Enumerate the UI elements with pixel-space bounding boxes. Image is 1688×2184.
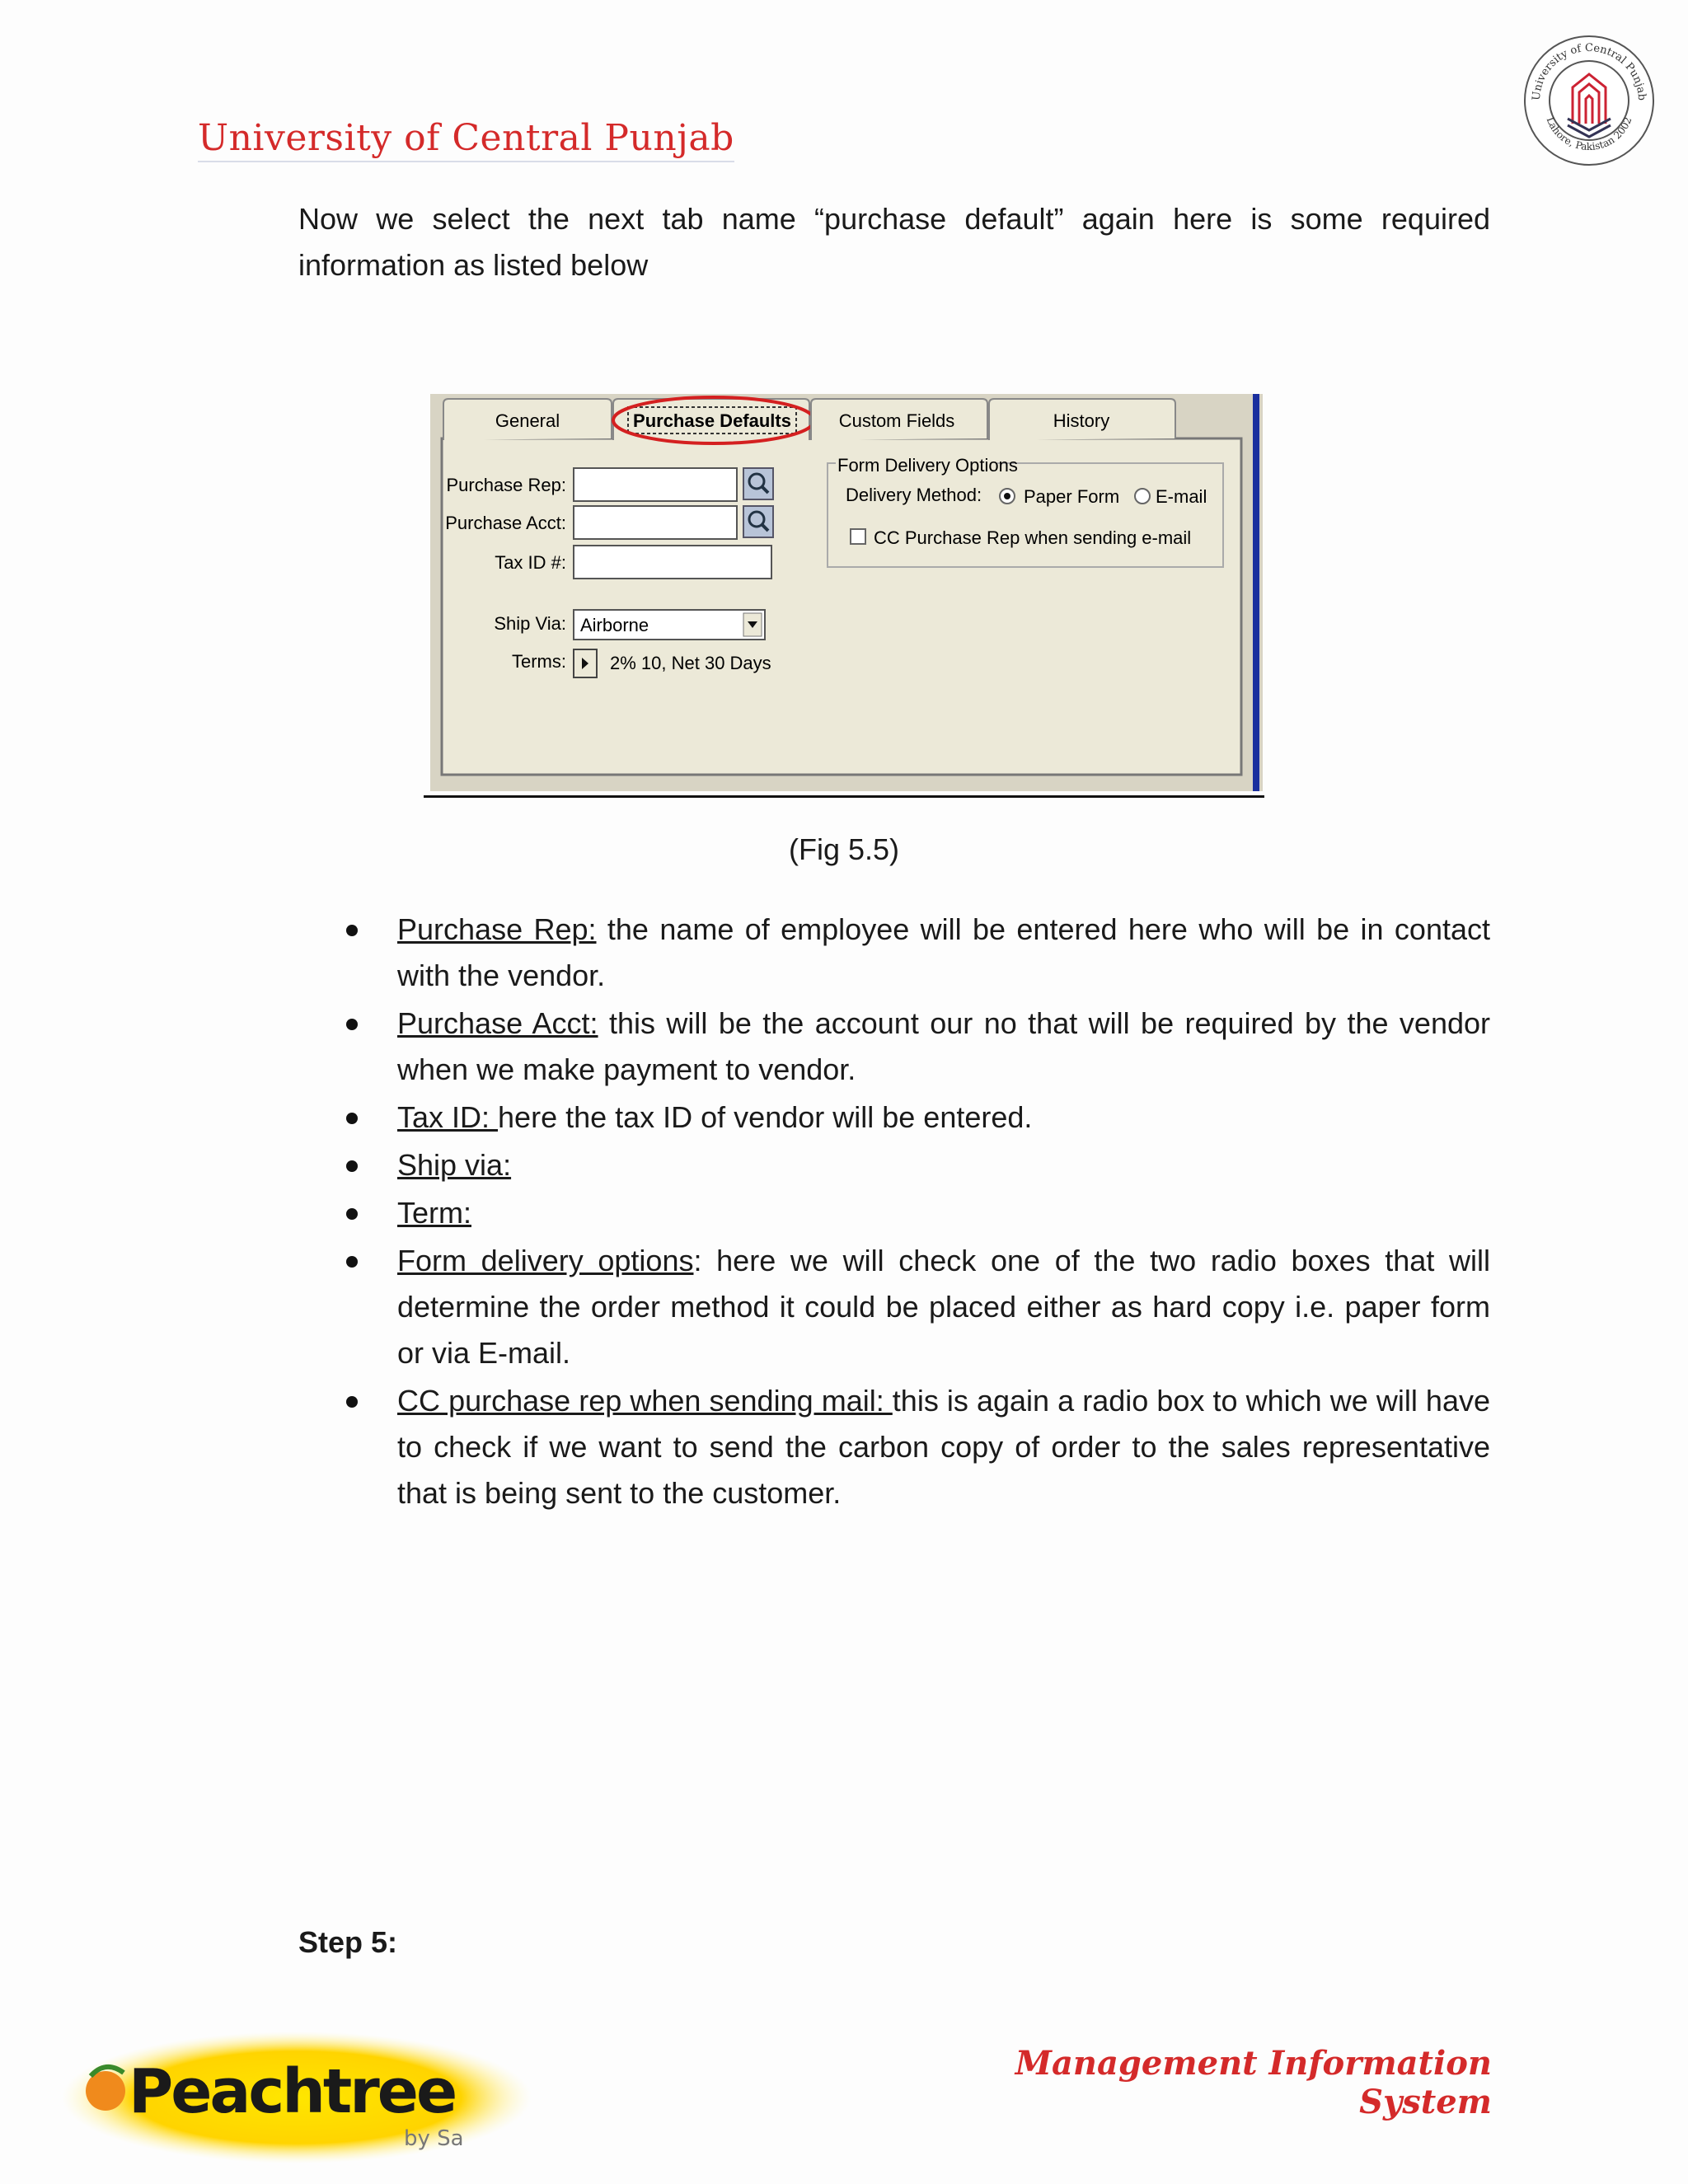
purchase-defaults-screenshot: [430, 394, 1263, 791]
terms-value: 2% 10, Net 30 Days: [610, 653, 771, 673]
svg-text:E-mail: E-mail: [1156, 486, 1207, 507]
list-item: Term:: [298, 1190, 1490, 1236]
bullet-list: [298, 907, 1490, 1518]
figure-underline: [424, 795, 1264, 798]
ship-via-select[interactable]: [574, 610, 765, 640]
tab-custom-fields[interactable]: [811, 399, 987, 440]
purchase-acct-input[interactable]: [574, 506, 737, 539]
ship-via-label: Ship Via:: [494, 613, 566, 634]
purchase-acct-label: Purchase Acct:: [445, 513, 566, 533]
svg-text:by Sa: by Sa: [404, 2126, 464, 2151]
terms-expand-button[interactable]: [574, 649, 597, 677]
svg-text:Peachtree: Peachtree: [129, 2056, 456, 2127]
tab-purchase-defaults[interactable]: [613, 397, 814, 443]
list-item: Purchase Rep: the name of employee will be entered here who will be in contact with the vendor.: [298, 907, 1490, 999]
svg-text:Airborne: Airborne: [580, 615, 649, 635]
terms-label: Terms:: [512, 651, 566, 672]
purchase-rep-label: Purchase Rep:: [446, 475, 566, 495]
list-item: CC purchase rep when sending mail: this is again a radio box to which we will have to check if we want to send the carbon copy of order to the sales representative that is being sent to the customer.: [298, 1378, 1490, 1516]
svg-text:Custom Fields: Custom Fields: [838, 410, 955, 431]
purchase-acct-lookup-icon[interactable]: [743, 506, 773, 537]
svg-text:Paper Form: Paper Form: [1024, 486, 1120, 507]
svg-text:Lahore, Pakistan 2002: Lahore, Pakistan 2002: [1544, 115, 1634, 153]
university-seal-logo: [1522, 33, 1657, 168]
cc-purchase-rep-checkbox[interactable]: [851, 527, 1191, 548]
list-item: Form delivery options: here we will check one of the two radio boxes that will determine the order method it could be placed either as hard copy i.e. paper form or via E-mail.: [298, 1238, 1490, 1376]
university-header: University of Central Punjab: [198, 117, 734, 162]
svg-text:General: General: [495, 410, 560, 431]
tab-history[interactable]: [989, 399, 1175, 440]
form-delivery-group-label: Form Delivery Options: [837, 455, 1018, 476]
svg-text:University of Central Punjab: University of Central Punjab: [1530, 41, 1648, 101]
svg-text:History: History: [1053, 410, 1110, 431]
svg-text:Purchase Defaults: Purchase Defaults: [633, 410, 791, 431]
list-item: Tax ID: here the tax ID of vendor will be entered.: [298, 1094, 1490, 1141]
intro-paragraph: Now we select the next tab name “purchase default” again here is some required information as listed below: [298, 202, 1490, 282]
purchase-rep-lookup-icon[interactable]: [743, 468, 773, 499]
svg-text:CC Purchase Rep when sending e: CC Purchase Rep when sending e-mail: [874, 527, 1192, 548]
list-item: Ship via:: [298, 1142, 1490, 1188]
step-heading: Step 5:: [298, 1925, 398, 1959]
purchase-rep-input[interactable]: [574, 468, 737, 501]
tab-general[interactable]: [443, 399, 612, 440]
footer-title: Management Information System: [1015, 2044, 1492, 2121]
tax-id-input[interactable]: [574, 546, 771, 579]
list-item: Purchase Acct: this will be the account our no that will be required by the vendor when we make payment to vendor.: [298, 1001, 1490, 1093]
delivery-method-label: Delivery Method:: [846, 485, 982, 505]
peachtree-logo: [58, 2023, 536, 2168]
figure-caption: (Fig 5.5): [788, 832, 900, 866]
tax-id-label: Tax ID #:: [495, 552, 566, 573]
